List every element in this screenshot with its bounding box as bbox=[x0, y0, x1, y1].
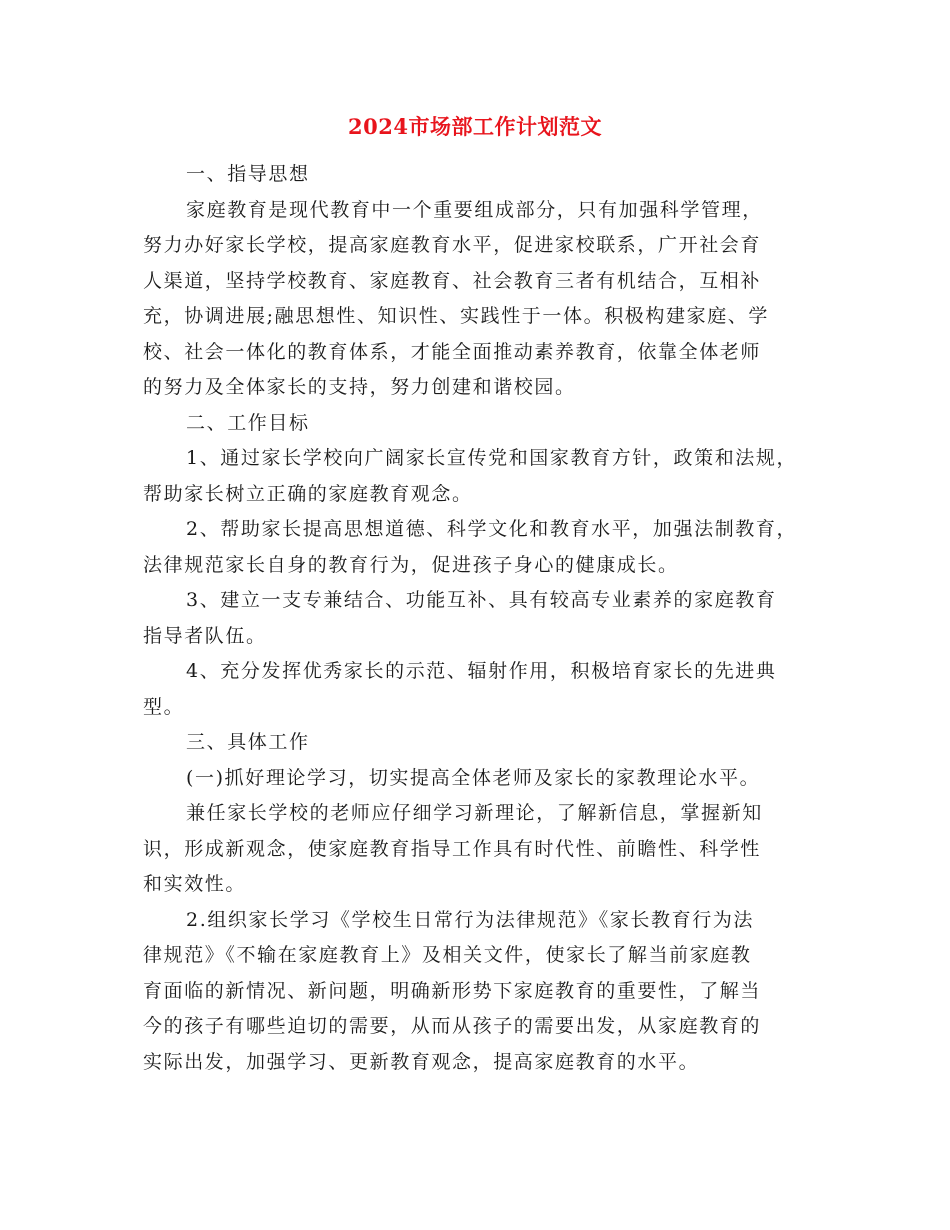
body-line: 的努力及全体家长的支持，努力创建和谐校园。 bbox=[143, 376, 576, 398]
body-line: (一)抓好理论学习，切实提高全体老师及家长的家教理论水平。 bbox=[186, 766, 761, 789]
body-line: 3、建立一支专兼结合、功能互补、具有较高专业素养的家庭教育 bbox=[186, 589, 777, 611]
document-title: 2024市场部工作计划范文 bbox=[348, 114, 602, 139]
body-line: 4、充分发挥优秀家长的示范、辐射作用，积极培育家长的先进典 bbox=[186, 660, 777, 682]
body-line: 律规范》《不输在家庭教育上》及相关文件，使家长了解当前家庭教 bbox=[143, 944, 752, 966]
body-line: 人渠道，坚持学校教育、家庭教育、社会教育三者有机结合，互相补 bbox=[143, 269, 762, 292]
body-line: 实际出发，加强学习、更新教育观念，提高家庭教育的水平。 bbox=[143, 1050, 700, 1073]
body-line: 和实效性。 bbox=[143, 873, 247, 895]
body-line: 识，形成新观念，使家庭教育指导工作具有时代性、前瞻性、科学性 bbox=[143, 837, 762, 860]
body-line: 2.组织家长学习《学校生日常行为法律规范》《家长教育行为法 bbox=[186, 908, 755, 931]
body-line: 充，协调进展;融思想性、知识性、实践性于一体。积极构建家庭、学 bbox=[143, 305, 770, 327]
body-line: 法律规范家长自身的教育行为，促进孩子身心的健康成长。 bbox=[143, 553, 679, 576]
body-line: 育面临的新情况、新问题，明确新形势下家庭教育的重要性，了解当 bbox=[143, 979, 762, 1002]
body-line: 今的孩子有哪些迫切的需要，从而从孩子的需要出发，从家庭教育的 bbox=[143, 1015, 762, 1037]
body-line: 一、指导思想 bbox=[186, 163, 310, 185]
body-line: 二、工作目标 bbox=[186, 411, 310, 434]
body-line: 指导者队伍。 bbox=[143, 624, 267, 647]
body-line: 2、帮助家长提高思想道德、科学文化和教育水平，加强法制教育， bbox=[186, 518, 798, 540]
body-line: 三、具体工作 bbox=[186, 731, 310, 753]
body-line: 校、社会一体化的教育体系，才能全面推动素养教育，依靠全体老师 bbox=[143, 340, 762, 363]
body-line: 家庭教育是现代教育中一个重要组成部分，只有加强科学管理， bbox=[186, 198, 763, 221]
body-line: 兼任家长学校的老师应仔细学习新理论，了解新信息，掌握新知 bbox=[186, 802, 763, 824]
document-body bbox=[143, 157, 813, 1080]
body-line: 1、通过家长学校向广阔家长宣传党和国家教育方针，政策和法规， bbox=[186, 447, 798, 469]
body-line: 型。 bbox=[143, 695, 185, 718]
body-line: 努力办好家长学校，提高家庭教育水平，促进家校联系，广开社会育 bbox=[143, 234, 762, 256]
body-line: 帮助家长树立正确的家庭教育观念。 bbox=[143, 482, 473, 505]
